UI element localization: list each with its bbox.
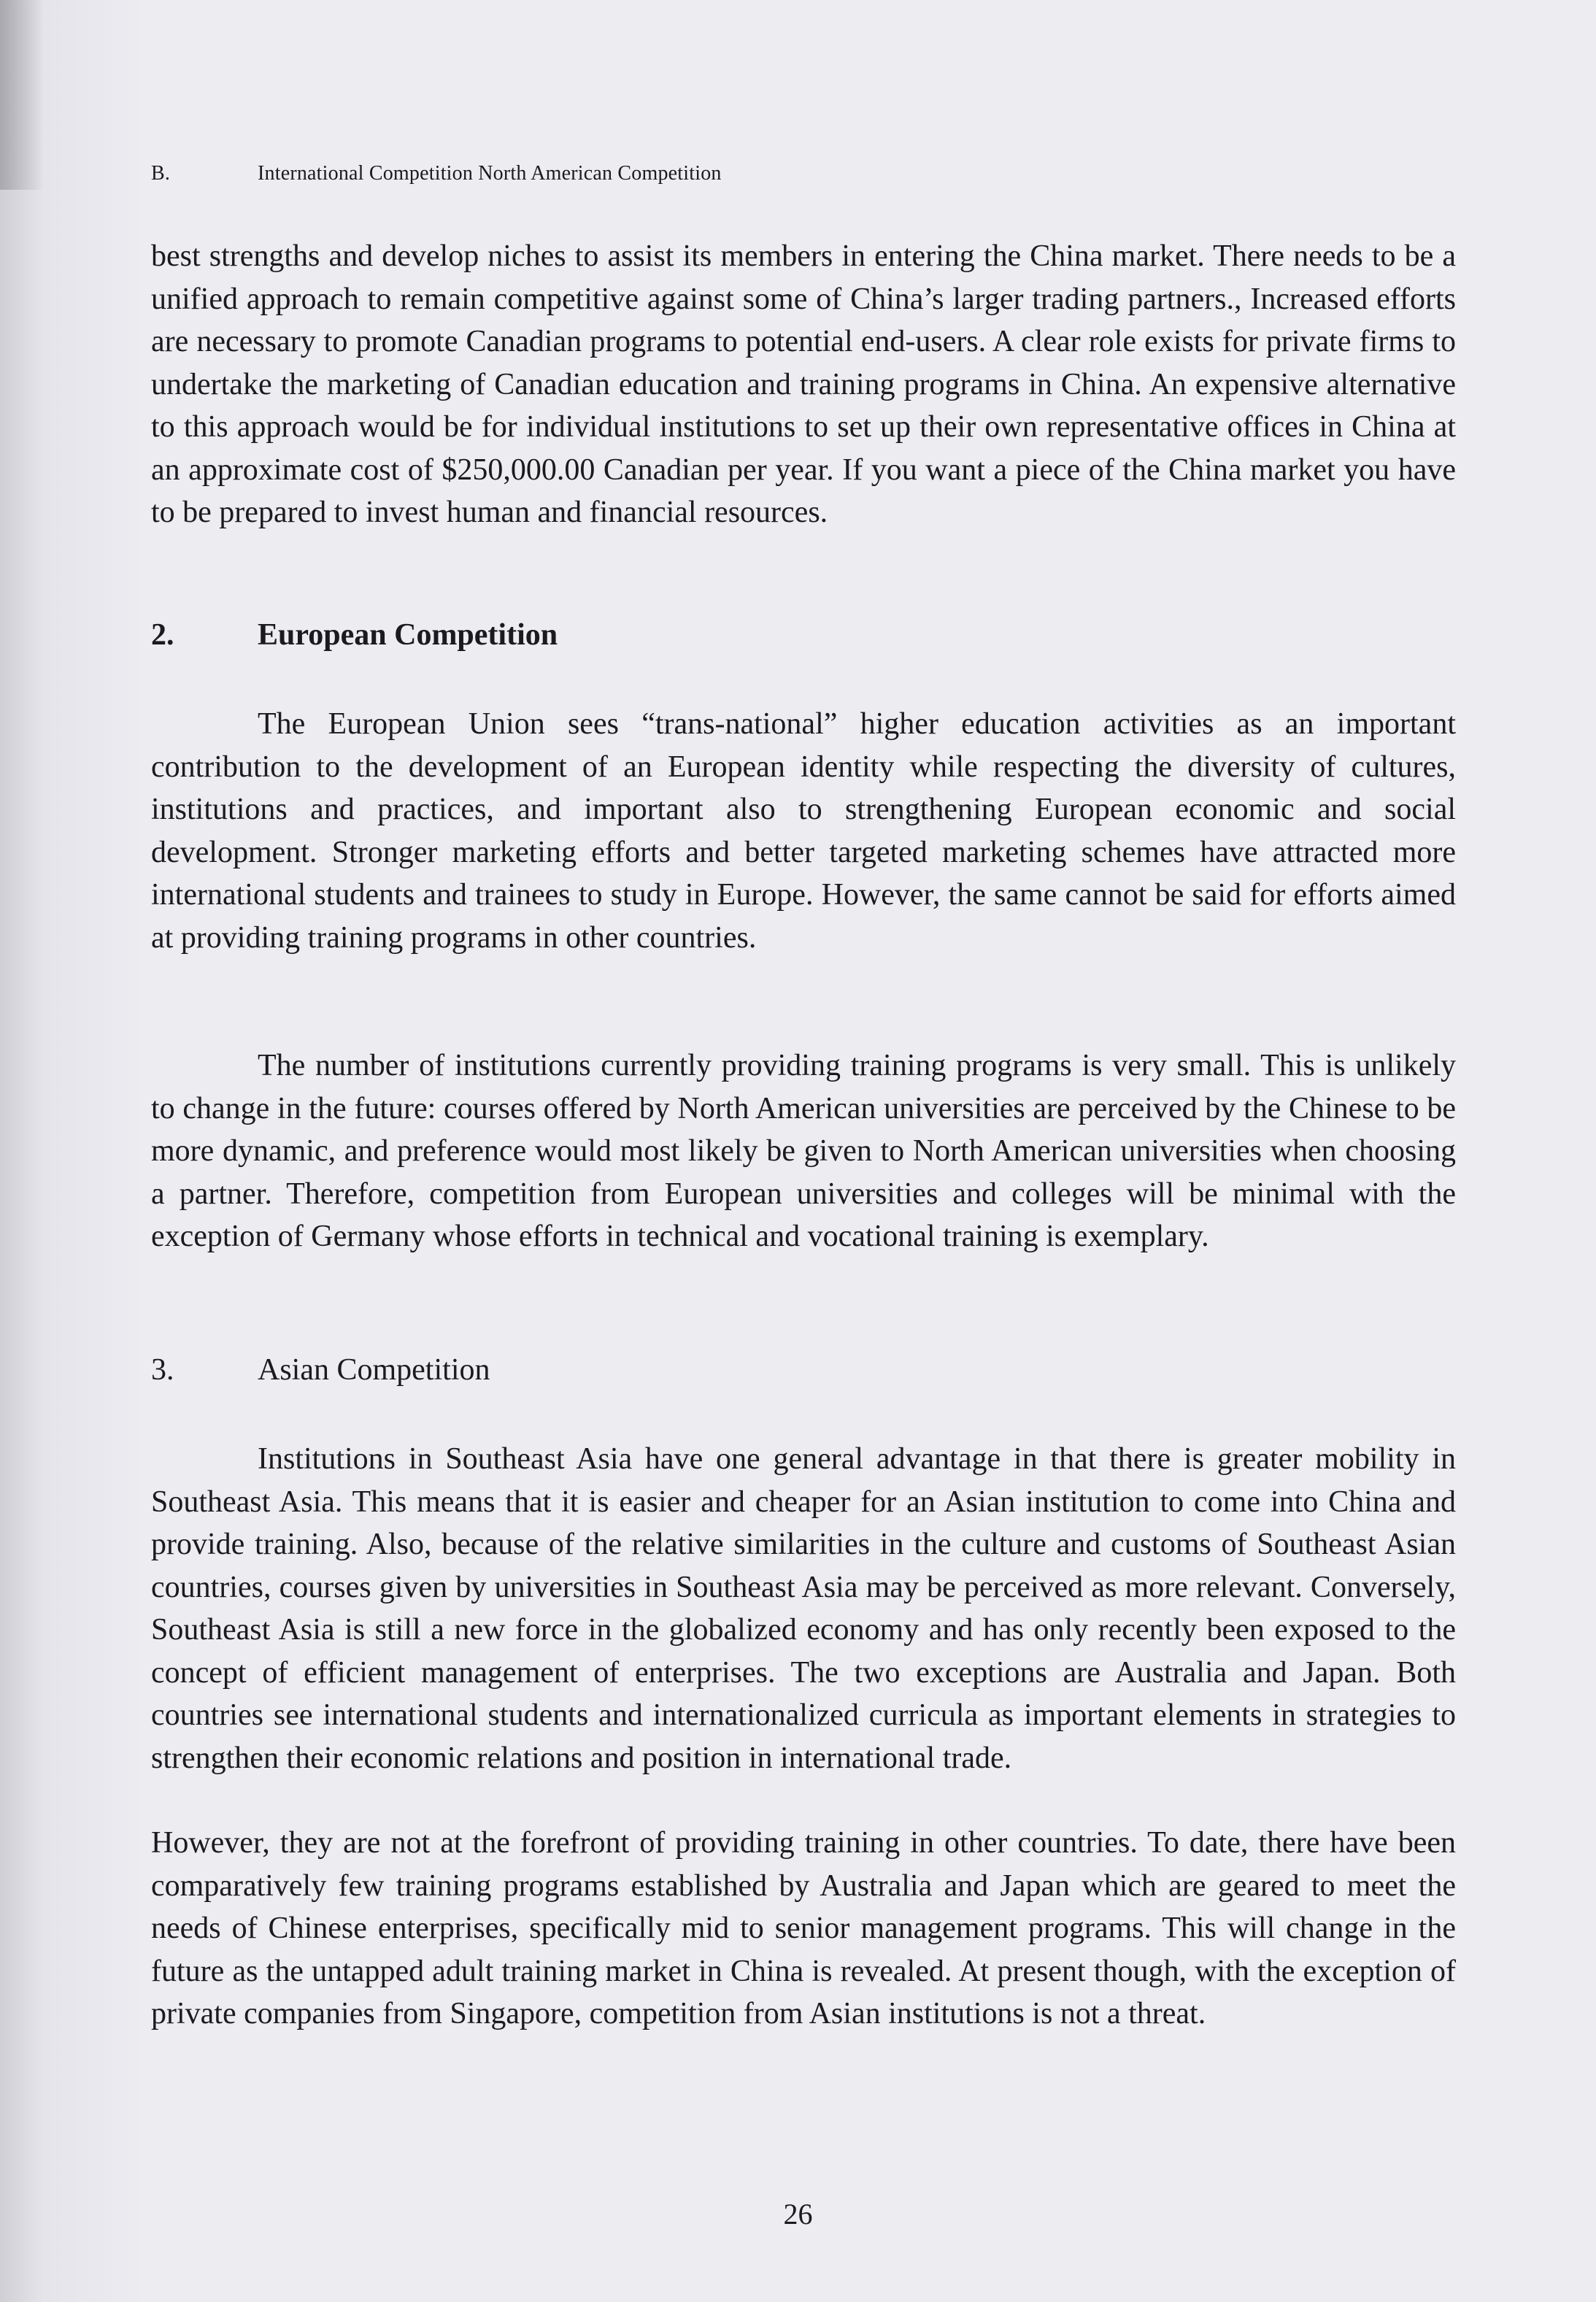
heading-asian-competition xyxy=(151,1352,490,1387)
heading-title: Asian Competition xyxy=(258,1353,490,1387)
paragraph-north-american: best strengths and develop niches to assist its members in entering the China market. There needs to be a unified approach to remain competitive against some of China’s larger trading partners., Increased efforts are necessary to promote Canadian programs to potential end-users. A clear role exists for private firms to undertake the marketing of Canadian education and training programs in China. An expensive alternative to this approach would be for individual institutions to set up their own representative offices in China at an approximate cost of $250,000.00 Canadian per year. If you want a piece of the China market you have to be prepared to invest human and financial resources. xyxy=(151,239,1456,529)
heading-title: European Competition xyxy=(258,618,558,652)
page-number: 26 xyxy=(783,2198,813,2230)
section-title: International Competition North American Competition xyxy=(258,162,722,185)
scan-shadow xyxy=(0,0,44,190)
paragraph-european-union: The European Union sees “trans-national” higher education activities as an important contribution to the development of an European identity while respecting the diversity of cultures, institutions and practices, and important also to strengthening European economic and social development. Stronger marketing efforts and better targeted marketing schemes have attracted more international students and trainees to study in Europe. However, the same cannot be said for efforts aimed at providing training programs in other countries. xyxy=(151,707,1456,955)
section-letter: B. xyxy=(151,162,171,185)
paragraph-asian-training: However, they are not at the forefront of providing training in other countries. To date, there have been comparatively few training programs established by Australia and Japan which are geared to meet the needs of Chinese enterprises, specifically mid to senior management programs. This will change in the future as the untapped adult training market in China is revealed. At present though, with the exception of private companies from Singapore, competition from Asian institutions is not a threat. xyxy=(151,1826,1456,2030)
heading-number: 3. xyxy=(151,1353,174,1387)
section-header xyxy=(151,162,722,185)
heading-european-competition xyxy=(151,617,558,653)
paragraph-european-institutions: The number of institutions currently providing training programs is very small. This is unlikely to change in the future: courses offered by North American universities are perceived by the Chinese to be more dynamic, and preference would most likely be given to North American universities when choosing a partner. Therefore, competition from European universities and colleges will be minimal with the exception of Germany whose efforts in technical and vocational training is exemplary. xyxy=(151,1049,1456,1253)
paragraph-southeast-asia: Institutions in Southeast Asia have one general advantage in that there is greater mobility in Southeast Asia. This means that it is easier and cheaper for an Asian institution to come into China and provide training. Also, because of the relative similarities in the culture and customs of Southeast Asian countries, courses given by universities in Southeast Asia may be perceived as more relevant. Conversely, Southeast Asia is still a new force in the globalized economy and has only recently been exposed to the concept of efficient management of enterprises. The two exceptions are Australia and Japan. Both countries see international students and internationalized curricula as important elements in strategies to strengthen their economic relations and position in international trade. xyxy=(151,1442,1456,1775)
heading-number: 2. xyxy=(151,618,174,652)
